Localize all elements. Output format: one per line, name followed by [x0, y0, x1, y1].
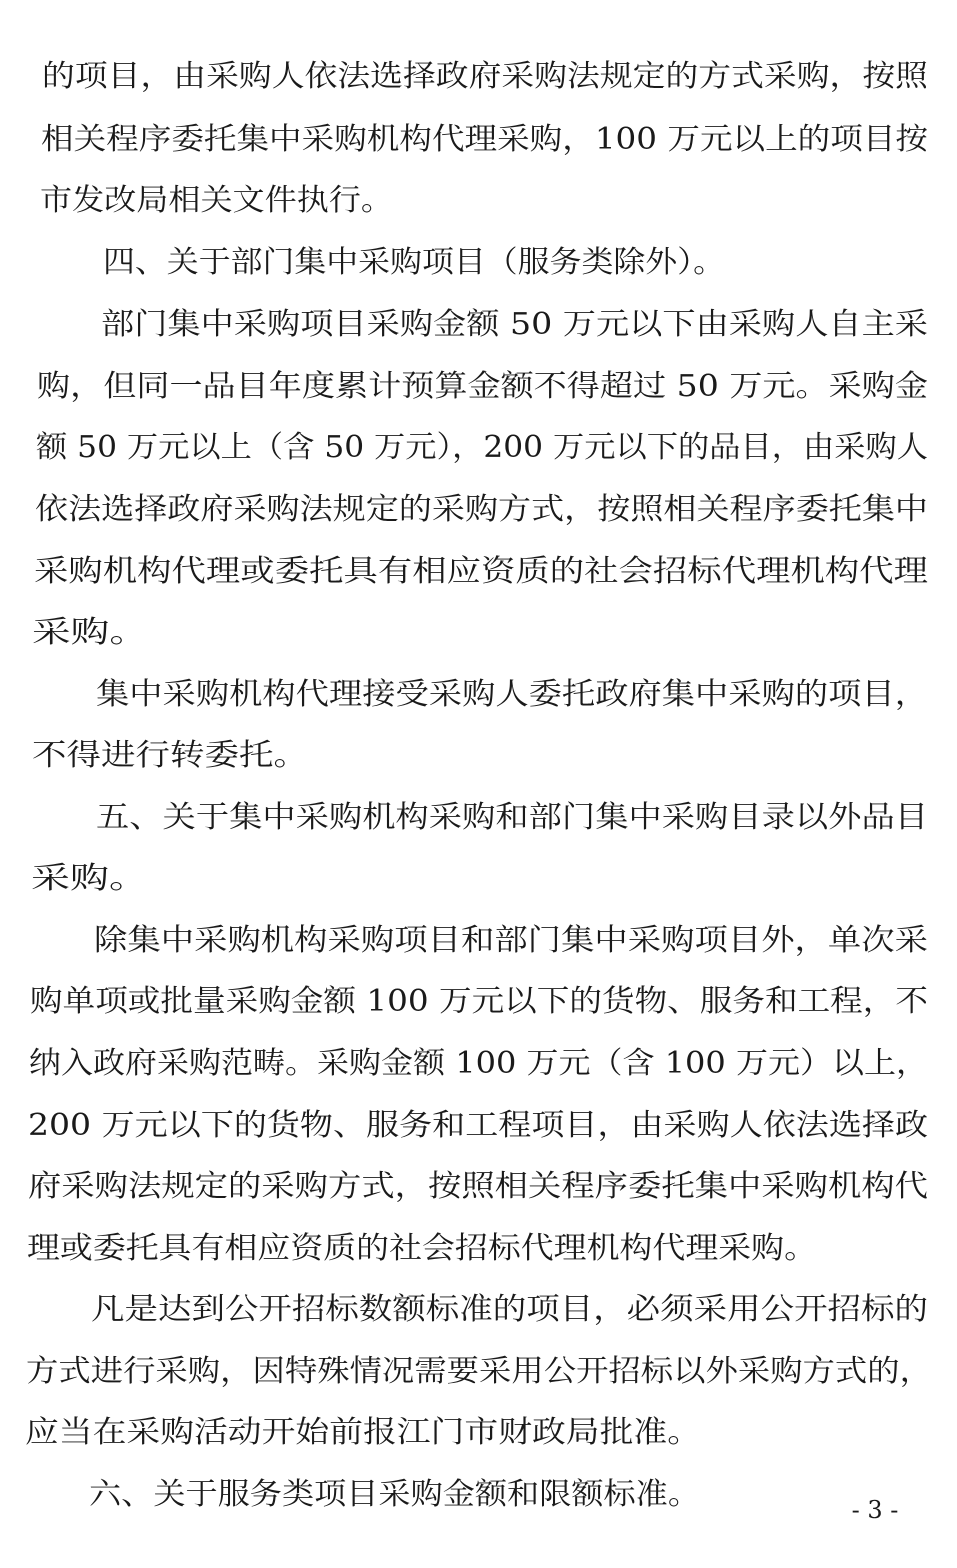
text-line: [0, 1160, 957, 1214]
text-line-content: 凡是达到公开招标数额标准的项目，必须采用公开招标的: [91, 1292, 929, 1327]
text-line-content: 采购机构代理或委托具有相应资质的社会招标代理机构代理: [34, 554, 928, 589]
text-line: [0, 1406, 957, 1460]
text-line-content: 纳入政府采购范畴。采购金额 100 万元（含 100 万元）以上，: [29, 1046, 928, 1081]
text-line-content: 理或委托具有相应资质的社会招标代理机构代理采购。: [27, 1231, 817, 1266]
text-line-content: 额 50 万元以上（含 50 万元），200 万元以下的品目，由采购人: [36, 430, 928, 465]
text-line-content: 应当在采购活动开始前报江门市财政局批准。: [25, 1415, 701, 1450]
text-line: [0, 174, 957, 228]
section-heading: [0, 236, 957, 290]
text-line: [0, 668, 957, 722]
section-heading-content: 五、关于集中采购机构采购和部门集中采购目录以外品目: [96, 800, 928, 835]
section-heading: [0, 791, 957, 845]
text-line: [0, 606, 957, 660]
text-line-content: 相关程序委托集中采购机构代理采购，100 万元以上的项目按: [41, 122, 928, 157]
text-line-content: 府采购法规定的采购方式，按照相关程序委托集中采购机构代: [28, 1169, 929, 1204]
section-heading-content: 六、关于服务类项目采购金额和限额标准。: [89, 1477, 700, 1512]
text-line-content: 不得进行转委托。: [32, 738, 308, 773]
text-line: [0, 1099, 957, 1153]
text-line-content: 的项目，由采购人依法选择政府采购法规定的方式采购，按照: [42, 59, 928, 94]
text-line: [0, 1222, 957, 1276]
text-line: [0, 113, 957, 167]
text-line-content: 除集中采购机构采购项目和部门集中采购项目外，单次采: [94, 923, 928, 958]
section-heading: [0, 1468, 957, 1522]
page-number: - 3 -: [851, 1496, 899, 1524]
text-line: [0, 1283, 957, 1337]
text-line: [0, 50, 957, 104]
text-line: [0, 360, 957, 414]
text-line: [0, 852, 957, 906]
text-line-content: 市发改局相关文件执行。: [40, 183, 394, 218]
text-line-content: 依法选择政府采购法规定的采购方式，按照相关程序委托集中: [35, 492, 928, 527]
text-line: [0, 729, 957, 783]
text-line: [0, 298, 957, 352]
text-line-content: 方式进行采购，因特殊情况需要采用公开招标以外采购方式的，: [26, 1354, 932, 1389]
text-line-content: 200 万元以下的货物、服务和工程项目，由采购人依法选择政: [28, 1108, 928, 1143]
text-line: [0, 483, 957, 537]
text-line: [0, 1345, 957, 1399]
text-line: [0, 545, 957, 599]
text-line-content: 购，但同一品目年度累计预算金额不得超过 50 万元。采购金: [37, 369, 928, 404]
text-line: [0, 975, 957, 1029]
text-line-content: 集中采购机构代理接受采购人委托政府集中采购的项目，: [96, 677, 928, 712]
section-heading-content: 四、关于部门集中采购项目（服务类除外）。: [103, 245, 726, 280]
text-line-content: 采购。: [31, 861, 148, 896]
text-line: [0, 914, 957, 968]
text-line: [0, 1037, 957, 1091]
text-line-content: 部门集中采购项目采购金额 50 万元以下由采购人自主采: [101, 307, 928, 342]
text-line-content: 采购。: [32, 615, 148, 650]
text-line: [0, 421, 957, 475]
text-line-content: 购单项或批量采购金额 100 万元以下的货物、服务和工程，不: [30, 984, 929, 1019]
